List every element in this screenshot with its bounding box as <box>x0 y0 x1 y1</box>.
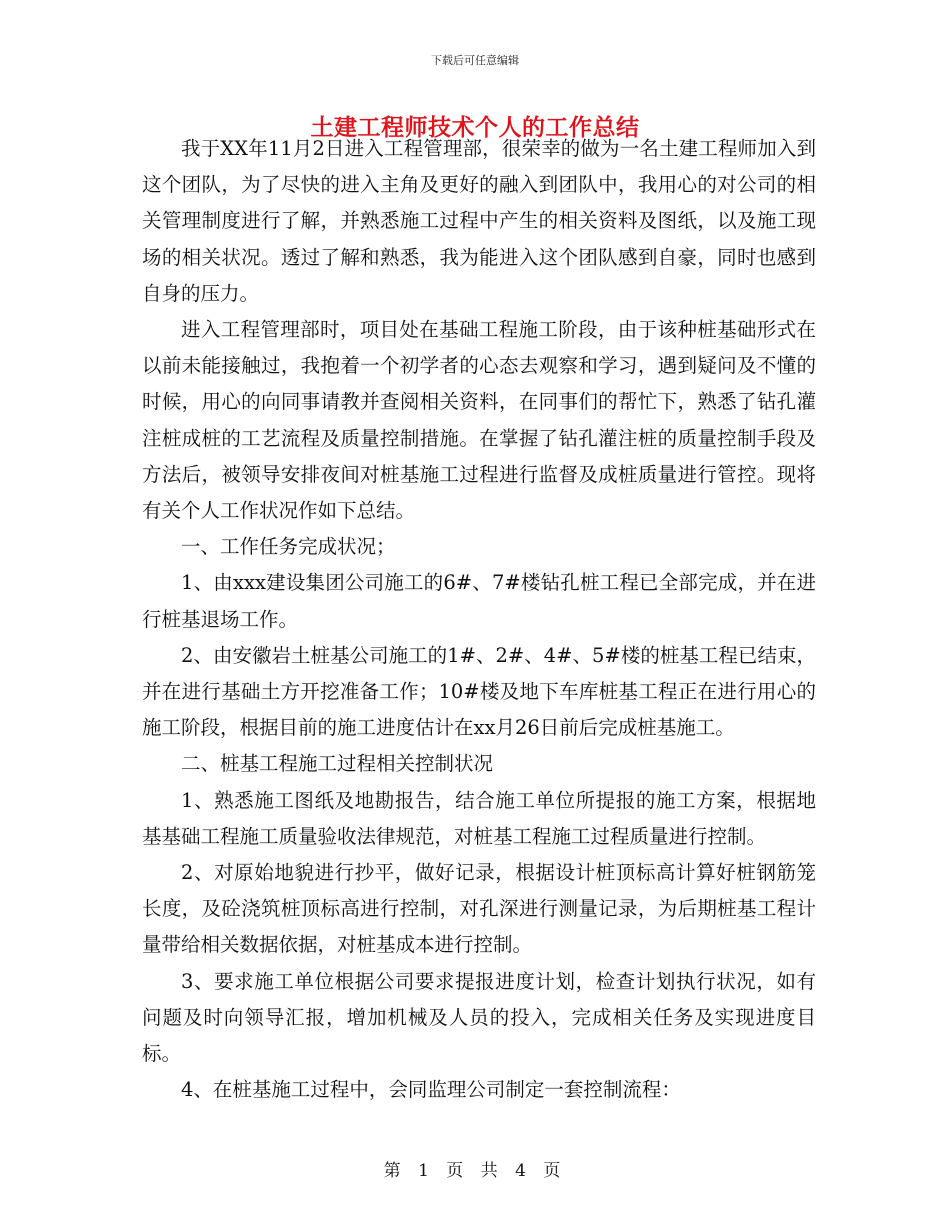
paragraph: 我于XX年11月2日进入工程管理部，很荣幸的做为一名土建工程师加入到这个团队，为了尽快的进入主角及更好的融入到团队中，我用心的对公司的相关管理制度进行了解，并熟悉施工过程中产生的相关资料及图纸，以及施工现场的相关状况。透过了解和熟悉，我为能进入这个团队感到自豪，同时也感到自身的压力。 <box>142 137 816 305</box>
paragraph: 2、由安徽岩土桩基公司施工的1#、2#、4#、5#楼的桩基工程已结束，并在进行基础土方开挖准备工作；10#楼及地下车库桩基工程正在进行用心的施工阶段，根据目前的施工进度估计在xx月26日前后完成桩基施工。 <box>142 643 816 740</box>
paragraph: 4、在桩基施工过程中，会同监理公司制定一套控制流程： <box>181 1078 681 1102</box>
paragraph: 进入工程管理部时，项目处在基础工程施工阶段，由于该种桩基础形式在以前未能接触过，我抱着一个初学者的心态去观察和学习，遇到疑问及不懂的时候，用心的向同事请教并查阅相关资料，在同事们的帮忙下，熟悉了钻孔灌注桩成桩的工艺流程及质量控制措施。在掌握了钻孔灌注桩的质量控制手段及方法后，被领导安排夜间对桩基施工过程进行监督及成桩质量进行管控。现将有关个人工作状况作如下总结。 <box>142 318 816 523</box>
paragraph: 2、对原始地貌进行抄平，做好记录，根据设计桩顶标高计算好桩钢筋笼长度，及砼浇筑桩顶标高进行控制，对孔深进行测量记录，为后期桩基工程计量带给相关数据依据，对桩基成本进行控制。 <box>142 861 816 957</box>
paragraph: 1、由xxx建设集团公司施工的6#、7#楼钻孔桩工程已全部完成，并在进行桩基退场工作。 <box>142 571 816 631</box>
document-title: 土建工程师技术个人的工作总结 <box>310 114 640 141</box>
section-heading: 一、工作任务完成状况； <box>181 535 396 559</box>
section-heading: 二、桩基工程施工过程相关控制状况 <box>181 752 494 776</box>
document-body <box>142 131 816 1108</box>
paragraph: 3、要求施工单位根据公司要求提报进度计划，检查计划执行状况，如有问题及时向领导汇报，增加机械及人员的投入，完成相关任务及实现进度目标。 <box>142 969 816 1066</box>
header-note: 下载后可任意编辑 <box>431 54 519 67</box>
paragraph: 1、熟悉施工图纸及地勘报告，结合施工单位所提报的施工方案，根据地基基础工程施工质量验收法律规范，对桩基工程施工过程质量进行控制。 <box>142 788 816 848</box>
page-footer: 第 1 页 共 4 页 <box>383 1161 567 1181</box>
